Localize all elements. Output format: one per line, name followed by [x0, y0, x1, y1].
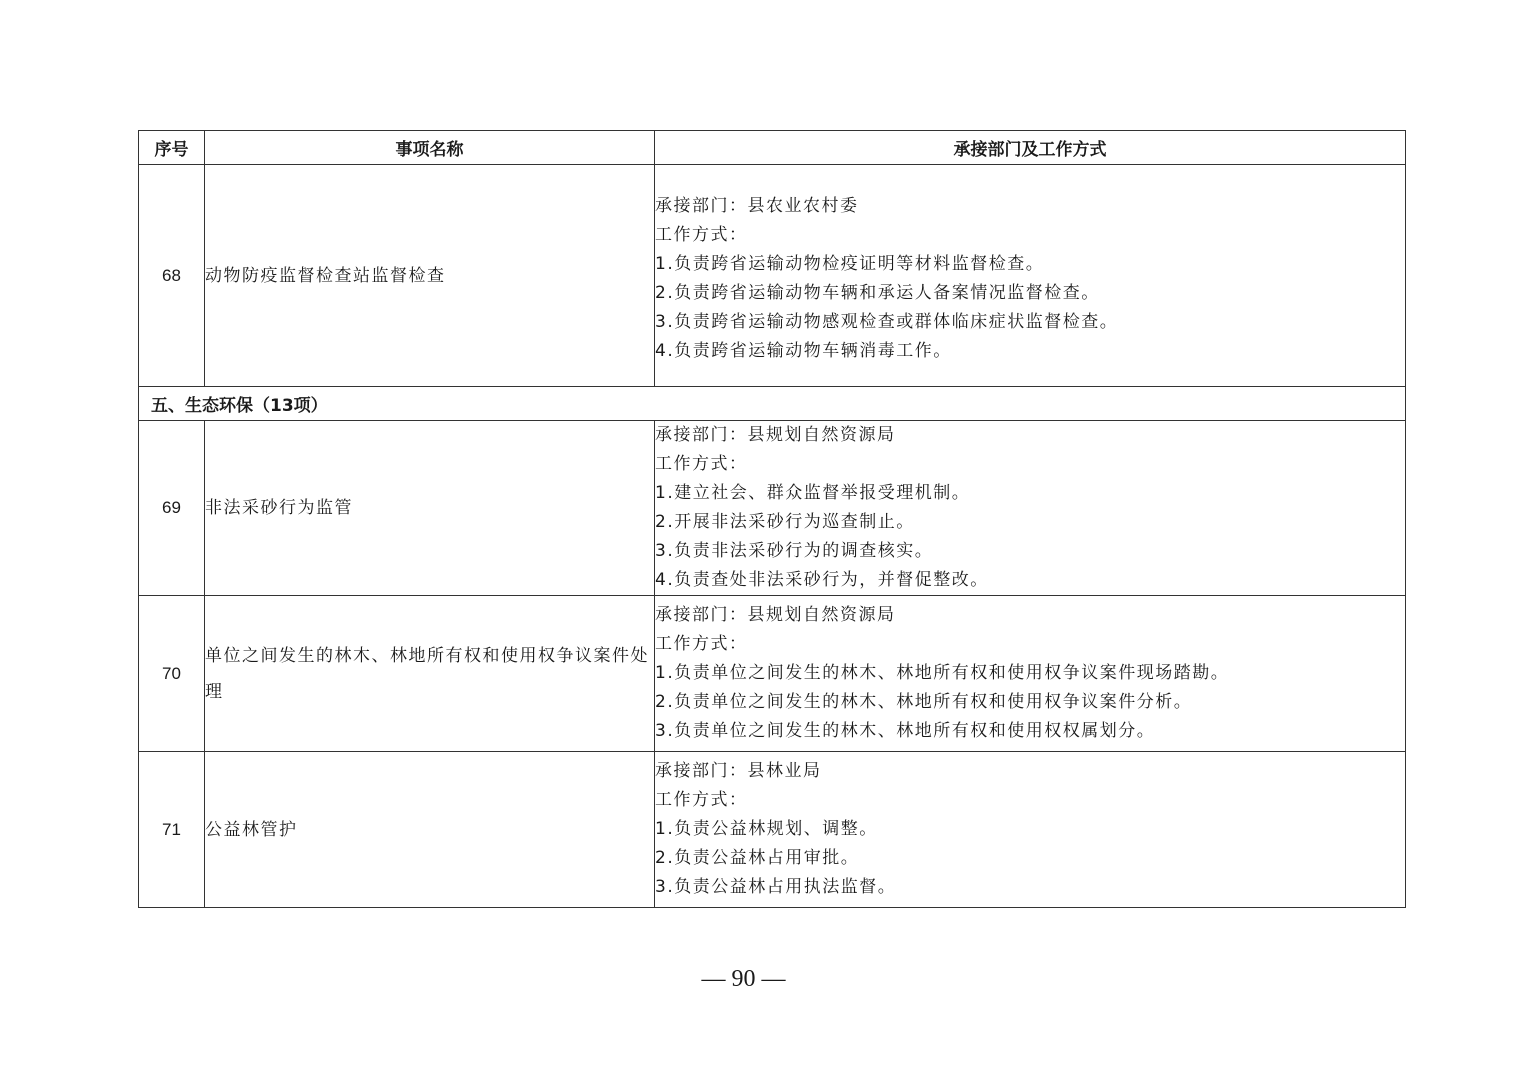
row-dept-method — [655, 165, 1406, 387]
header-seq: 序号 — [139, 131, 205, 165]
dept-line: 1.建立社会、群众监督举报受理机制。 — [655, 483, 971, 503]
header-name: 事项名称 — [205, 131, 655, 165]
table-header-row — [139, 131, 1406, 165]
table-row — [139, 596, 1406, 752]
table-row — [139, 421, 1406, 596]
page-number: — 90 — — [701, 966, 786, 992]
dept-line: 3.负责公益林占用执法监督。 — [655, 877, 897, 897]
row-matter-name: 单位之间发生的林木、林地所有权和使用权争议案件处理 — [205, 596, 655, 752]
dept-line: 工作方式： — [655, 790, 748, 810]
dept-line: 2.负责跨省运输动物车辆和承运人备案情况监督检查。 — [655, 282, 1100, 303]
dept-line: 4.负责查处非法采砂行为，并督促整改。 — [655, 570, 989, 590]
dept-line: 1.负责公益林规划、调整。 — [655, 819, 878, 839]
section-title: 五、生态环保（13项） — [139, 387, 1406, 421]
row-seq: 69 — [139, 421, 205, 596]
row-dept-method — [655, 421, 1406, 596]
header-dept: 承接部门及工作方式 — [655, 131, 1406, 165]
dept-line: 3.负责跨省运输动物感观检查或群体临床症状监督检查。 — [655, 311, 1119, 332]
row-matter-name: 非法采砂行为监管 — [205, 421, 655, 596]
row-seq: 68 — [139, 165, 205, 387]
table-row — [139, 165, 1406, 387]
dept-line: 2.负责公益林占用审批。 — [655, 848, 860, 868]
dept-line: 工作方式： — [655, 634, 748, 654]
dept-line: 工作方式： — [655, 454, 748, 474]
row-matter-name: 动物防疫监督检查站监督检查 — [205, 165, 655, 387]
dept-line: 承接部门：县农业农村委 — [655, 195, 859, 216]
matters-table — [138, 130, 1406, 908]
dept-line: 承接部门：县规划自然资源局 — [655, 425, 896, 445]
table-row — [139, 752, 1406, 908]
dept-line: 3.负责单位之间发生的林木、林地所有权和使用权权属划分。 — [655, 721, 1156, 741]
row-dept-method — [655, 596, 1406, 752]
row-dept-method — [655, 752, 1406, 908]
dept-line: 承接部门：县林业局 — [655, 761, 822, 781]
dept-line: 1.负责单位之间发生的林木、林地所有权和使用权争议案件现场踏勘。 — [655, 663, 1230, 683]
dept-line: 4.负责跨省运输动物车辆消毒工作。 — [655, 340, 952, 361]
dept-line: 2.负责单位之间发生的林木、林地所有权和使用权争议案件分析。 — [655, 692, 1193, 712]
row-matter-name: 公益林管护 — [205, 752, 655, 908]
dept-line: 3.负责非法采砂行为的调查核实。 — [655, 541, 934, 561]
dept-line: 1.负责跨省运输动物检疫证明等材料监督检查。 — [655, 253, 1045, 274]
row-seq: 70 — [139, 596, 205, 752]
row-seq: 71 — [139, 752, 205, 908]
section-row — [139, 387, 1406, 421]
dept-line: 承接部门：县规划自然资源局 — [655, 605, 896, 625]
dept-line: 2.开展非法采砂行为巡查制止。 — [655, 512, 915, 532]
dept-line: 工作方式： — [655, 224, 748, 245]
